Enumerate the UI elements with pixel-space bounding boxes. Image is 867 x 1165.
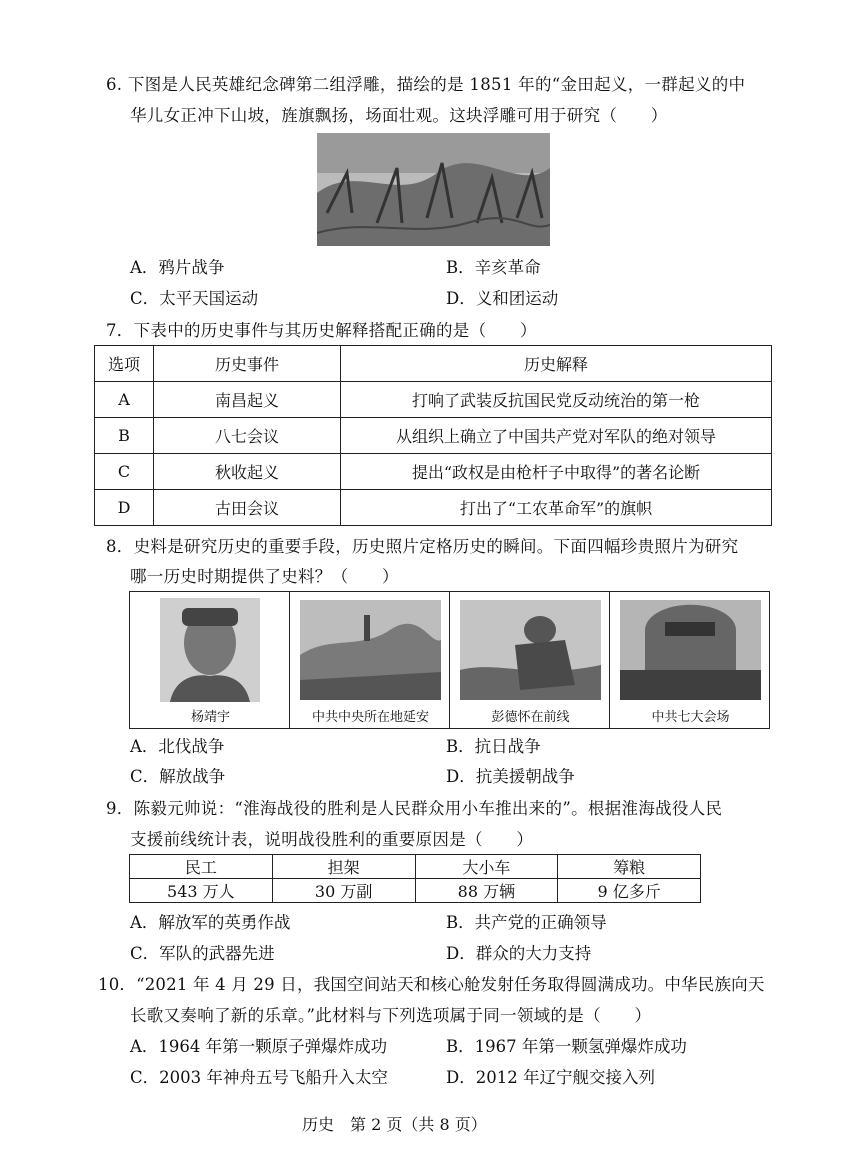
q9-option-c[interactable]: C．军队的武器先进 xyxy=(130,944,275,963)
q6-option-d[interactable]: D．义和团运动 xyxy=(446,289,559,308)
q9-option-d[interactable]: D．群众的大力支持 xyxy=(446,944,592,963)
q10-stem-line2: 长歌又奏响了新的乐章。”此材料与下列选项属于同一领域的是（ ） xyxy=(130,1006,652,1025)
q7-header-cell: 选项 xyxy=(95,346,154,382)
q8-stem-line2: 哪一历史时期提供了史料？（ ） xyxy=(130,567,399,586)
q9-stem-line1: 9．陈毅元帅说：“淮海战役的胜利是人民群众用小车推出来的”。根据淮海战役人民 xyxy=(106,799,723,818)
photo-panel-1 xyxy=(129,591,290,729)
q6-option-a[interactable]: A．鸦片战争 xyxy=(130,258,225,277)
q8-option-c[interactable]: C．解放战争 xyxy=(130,767,226,786)
q7-header-row xyxy=(95,346,772,382)
q7-table xyxy=(94,345,772,526)
relief-sculpture-image xyxy=(317,133,550,246)
table-cell: 打出了“工农革命军”的旗帜 xyxy=(341,490,772,526)
q10-option-d[interactable]: D．2012 年辽宁舰交接入列 xyxy=(446,1068,655,1087)
table-cell: A xyxy=(95,382,154,418)
table-cell: 30 万副 xyxy=(272,879,415,903)
q7-header-cell: 历史事件 xyxy=(154,346,341,382)
photo-panel-4 xyxy=(609,591,770,729)
table-cell: 88 万辆 xyxy=(415,879,558,903)
q7-stem: 7．下表中的历史事件与其历史解释搭配正确的是（ ） xyxy=(106,321,537,340)
q9-header-row xyxy=(130,855,701,879)
table-cell: 古田会议 xyxy=(154,490,341,526)
q9-option-a[interactable]: A．解放军的英勇作战 xyxy=(130,913,291,932)
q6-option-b[interactable]: B．辛亥革命 xyxy=(446,258,541,277)
photo-panel-2 xyxy=(289,591,450,729)
q6-stem-line1: 6. 下图是人民英雄纪念碑第二组浮雕，描绘的是 1851 年的“金田起义，一群起义的中 xyxy=(106,75,746,94)
table-cell: 南昌起义 xyxy=(154,382,341,418)
q8-option-a[interactable]: A．北伐战争 xyxy=(130,737,225,756)
q10-option-c[interactable]: C．2003 年神舟五号飞船升入太空 xyxy=(130,1068,388,1087)
q9-header-cell: 大小车 xyxy=(415,855,558,879)
yanan-photo xyxy=(300,600,441,700)
q10-stem-line1: 10．“2021 年 4 月 29 日，我国空间站天和核心舱发射任务取得圆满成功。中华民族向天 xyxy=(98,975,765,994)
table-cell: 秋收起义 xyxy=(154,454,341,490)
photo-caption: 彭德怀在前线 xyxy=(491,710,570,725)
portrait-photo xyxy=(160,598,260,702)
q7-header-cell: 历史解释 xyxy=(341,346,772,382)
q9-header-cell: 担架 xyxy=(272,855,415,879)
q9-header-cell: 筹粮 xyxy=(558,855,701,879)
table-cell: 打响了武装反抗国民党反动统治的第一枪 xyxy=(341,382,772,418)
table-cell: 提出“政权是由枪杆子中取得”的著名论断 xyxy=(341,454,772,490)
table-row xyxy=(95,382,772,418)
photo-panel-3 xyxy=(449,591,610,729)
q6-option-c[interactable]: C．太平天国运动 xyxy=(130,289,259,308)
q8-option-d[interactable]: D．抗美援朝战争 xyxy=(446,767,575,786)
q10-option-a[interactable]: A．1964 年第一颗原子弹爆炸成功 xyxy=(130,1037,388,1056)
table-cell: B xyxy=(95,418,154,454)
q9-header-cell: 民工 xyxy=(130,855,273,879)
q8-photo-strip xyxy=(129,591,770,729)
table-row xyxy=(130,879,701,903)
photo-caption: 中共七大会场 xyxy=(651,710,730,725)
table-cell: 八七会议 xyxy=(154,418,341,454)
photo-caption: 中共中央所在地延安 xyxy=(311,710,429,725)
q8-stem-line1: 8．史料是研究历史的重要手段，历史照片定格历史的瞬间。下面四幅珍贵照片为研究 xyxy=(106,537,739,556)
q9-stem-line2: 支援前线统计表，说明战役胜利的重要原因是（ ） xyxy=(130,830,534,849)
q9-option-b[interactable]: B．共产党的正确领导 xyxy=(446,913,607,932)
seventh-congress-photo xyxy=(620,600,761,700)
q8-option-b[interactable]: B．抗日战争 xyxy=(446,737,541,756)
page-footer: 历史 第 2 页（共 8 页） xyxy=(302,1115,487,1134)
table-row xyxy=(95,454,772,490)
table-row xyxy=(95,418,772,454)
table-cell: 9 亿多斤 xyxy=(558,879,701,903)
photo-caption: 杨靖宇 xyxy=(190,710,230,725)
q6-stem-line2: 华儿女正冲下山坡，旌旗飘扬，场面壮观。这块浮雕可用于研究（ ） xyxy=(130,106,668,125)
table-cell: 543 万人 xyxy=(130,879,273,903)
peng-dehuai-photo xyxy=(460,600,601,700)
table-cell: C xyxy=(95,454,154,490)
table-row xyxy=(95,490,772,526)
q9-table xyxy=(129,854,701,903)
table-cell: D xyxy=(95,490,154,526)
table-cell: 从组织上确立了中国共产党对军队的绝对领导 xyxy=(341,418,772,454)
q10-option-b[interactable]: B．1967 年第一颗氢弹爆炸成功 xyxy=(446,1037,687,1056)
